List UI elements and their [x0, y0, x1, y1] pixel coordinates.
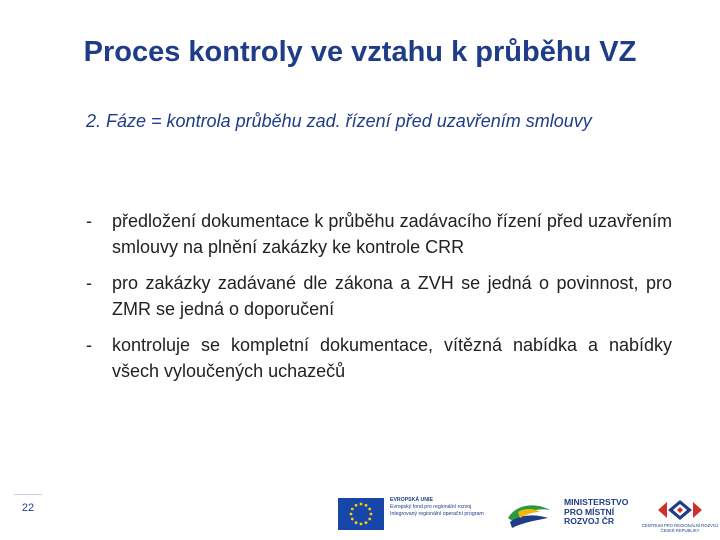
mmr-logo-text	[564, 498, 636, 527]
mmr-logo-line: MINISTERSTVO	[564, 497, 629, 507]
bullet-list	[86, 208, 672, 394]
crr-logo-line: CENTRUM PRO REGIONÁLNÍ ROZVOJ	[641, 523, 719, 528]
bullet-dash: -	[86, 335, 92, 355]
eu-logo-line: Evropský fond pro regionální rozvoj	[390, 504, 472, 510]
slide-subtitle: 2. Fáze = kontrola průběhu zad. řízení před uzavřením smlouvy	[86, 111, 592, 131]
bullet-dash: -	[86, 211, 92, 231]
bullet-dash: -	[86, 273, 92, 293]
footer-logos	[338, 494, 720, 538]
bullet-text: kontroluje se kompletní dokumentace, vítězná nabídka a nabídky všech vyloučených uchazečů	[112, 335, 672, 381]
bullet-text: předložení dokumentace k průběhu zadávacího řízení před uzavřením smlouvy na plnění zakázky ke kontrole CRR	[112, 211, 672, 257]
eu-flag-icon	[338, 498, 384, 530]
bullet-item	[86, 208, 672, 260]
crr-logo-icon	[640, 498, 720, 522]
mmr-logo-line: PRO MÍSTNÍ	[564, 506, 615, 517]
mmr-logo-line: ROZVOJ ČR	[564, 516, 615, 527]
slide-title: Proces kontroly ve vztahu k průběhu VZ	[83, 36, 637, 68]
crr-logo-text	[640, 523, 720, 533]
nsrr-logo-icon	[506, 500, 552, 530]
eu-logo-line: Integrovaný regionální operační program	[390, 511, 484, 517]
eu-logo-line: EVROPSKÁ UNIE	[390, 497, 433, 503]
bullet-item	[86, 270, 672, 322]
page-number-rule	[14, 494, 42, 495]
bullet-text: pro zakázky zadávané dle zákona a ZVH se jedná o povinnost, pro ZMR se jedná o doporučení	[112, 273, 672, 319]
bullet-item	[86, 332, 672, 384]
crr-logo-line: ČESKÉ REPUBLIKY	[660, 528, 700, 533]
eu-logo-text	[390, 497, 508, 518]
page-number: 22	[21, 502, 35, 514]
